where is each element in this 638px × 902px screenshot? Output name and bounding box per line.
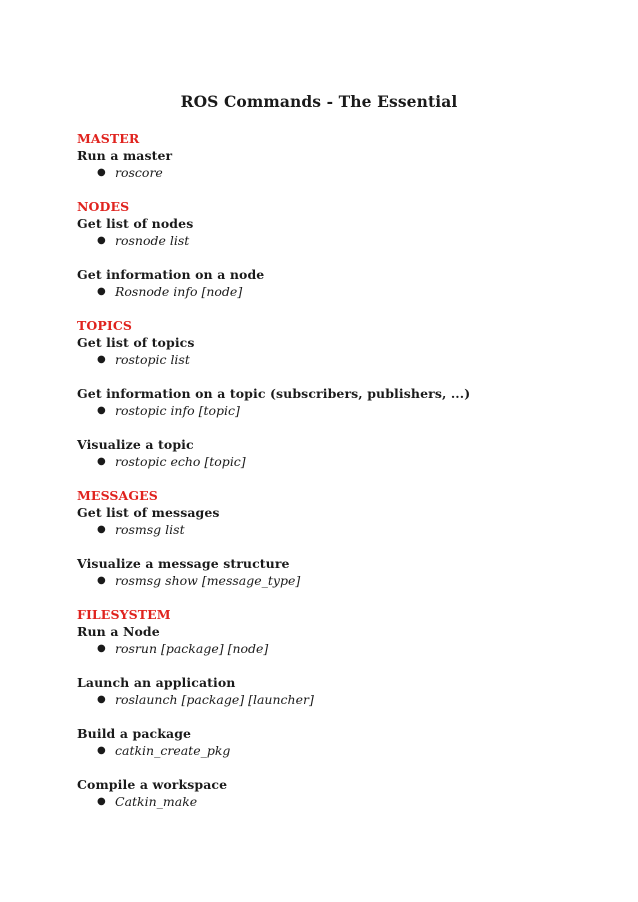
bullet-icon: ● bbox=[97, 745, 106, 756]
command-bullet bbox=[77, 640, 597, 657]
bullet-icon: ● bbox=[97, 354, 106, 365]
section-master bbox=[77, 130, 597, 181]
item-title: Get information on a topic (subscribers, publishers, ...) bbox=[77, 386, 471, 401]
section-filesystem bbox=[77, 606, 597, 810]
section-header: MESSAGES bbox=[77, 488, 158, 503]
section-header: FILESYSTEM bbox=[77, 607, 171, 622]
command-item bbox=[77, 776, 597, 810]
item-title: Build a package bbox=[77, 726, 192, 741]
item-title: Visualize a message structure bbox=[77, 556, 290, 571]
command-item bbox=[77, 555, 597, 589]
bullet-icon: ● bbox=[97, 286, 106, 297]
command-text: roscore bbox=[115, 165, 163, 180]
section-messages bbox=[77, 487, 597, 589]
command-bullet bbox=[77, 572, 597, 589]
command-text: Catkin_make bbox=[115, 794, 198, 809]
command-item bbox=[77, 266, 597, 300]
command-item bbox=[77, 215, 597, 249]
item-title: Run a Node bbox=[77, 624, 160, 639]
item-title: Compile a workspace bbox=[77, 777, 228, 792]
command-bullet bbox=[77, 402, 597, 419]
item-title: Get list of messages bbox=[77, 505, 220, 520]
command-item bbox=[77, 436, 597, 470]
command-bullet bbox=[77, 742, 597, 759]
command-bullet bbox=[77, 453, 597, 470]
command-text: rosmsg list bbox=[115, 522, 185, 537]
bullet-icon: ● bbox=[97, 456, 106, 467]
command-text: roslaunch [package] [launcher] bbox=[115, 692, 314, 707]
section-header: MASTER bbox=[77, 131, 140, 146]
item-title: Launch an application bbox=[77, 675, 236, 690]
bullet-icon: ● bbox=[97, 405, 106, 416]
command-text: catkin_create_pkg bbox=[115, 743, 231, 758]
bullet-icon: ● bbox=[97, 643, 106, 654]
command-item bbox=[77, 674, 597, 708]
command-item bbox=[77, 147, 597, 181]
bullet-icon: ● bbox=[97, 524, 106, 535]
command-text: rostopic info [topic] bbox=[115, 403, 240, 418]
command-text: rosnode list bbox=[115, 233, 190, 248]
section-header: NODES bbox=[77, 199, 130, 214]
bullet-icon: ● bbox=[97, 235, 106, 246]
item-title: Run a master bbox=[77, 148, 173, 163]
bullet-icon: ● bbox=[97, 694, 106, 705]
command-bullet bbox=[77, 232, 597, 249]
command-bullet bbox=[77, 283, 597, 300]
command-text: rostopic list bbox=[115, 352, 190, 367]
item-title: Get list of nodes bbox=[77, 216, 194, 231]
command-item bbox=[77, 725, 597, 759]
command-bullet bbox=[77, 521, 597, 538]
bullet-icon: ● bbox=[97, 796, 106, 807]
section-topics bbox=[77, 317, 597, 470]
command-text: Rosnode info [node] bbox=[115, 284, 243, 299]
command-item bbox=[77, 334, 597, 368]
command-text: rosrun [package] [node] bbox=[115, 641, 269, 656]
bullet-icon: ● bbox=[97, 167, 106, 178]
item-title: Get information on a node bbox=[77, 267, 265, 282]
command-bullet bbox=[77, 691, 597, 708]
item-title: Visualize a topic bbox=[77, 437, 194, 452]
command-bullet bbox=[77, 351, 597, 368]
command-bullet bbox=[77, 164, 597, 181]
bullet-icon: ● bbox=[97, 575, 106, 586]
command-item bbox=[77, 623, 597, 657]
section-header: TOPICS bbox=[77, 318, 133, 333]
item-title: Get list of topics bbox=[77, 335, 195, 350]
section-nodes bbox=[77, 198, 597, 300]
command-bullet bbox=[77, 793, 597, 810]
command-text: rostopic echo [topic] bbox=[115, 454, 246, 469]
command-item bbox=[77, 504, 597, 538]
document-body bbox=[77, 130, 597, 810]
command-item bbox=[77, 385, 597, 419]
document-title: ROS Commands - The Essential bbox=[180, 92, 458, 111]
command-text: rosmsg show [message_type] bbox=[115, 573, 301, 588]
